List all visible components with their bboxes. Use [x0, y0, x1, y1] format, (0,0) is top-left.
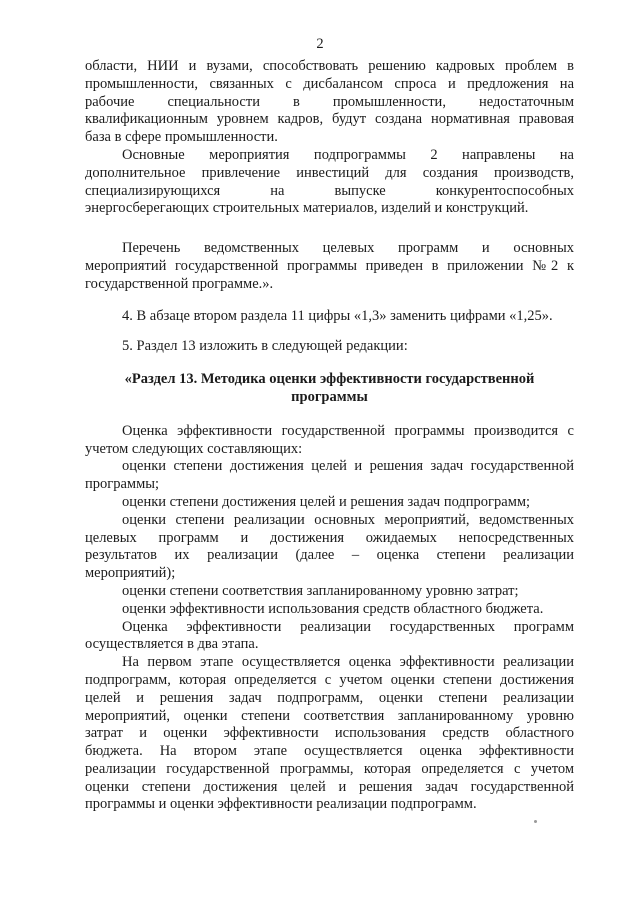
text-line: осуществляется в два этапа.: [85, 636, 259, 653]
paragraph: [85, 458, 574, 494]
text-line: база в сфере промышленности.: [85, 129, 278, 146]
text-line: 4. В абзаце втором раздела 11 цифры «1,3» заменить цифрами «1,25».: [122, 307, 553, 324]
text-line: учетом следующих составляющих:: [85, 440, 303, 457]
text-line: «Раздел 13. Методика оценки эффективности государственной: [124, 371, 535, 388]
text-line: Оценка эффективности реализации государственных программ: [122, 618, 574, 635]
text-line: Перечень ведомственных целевых программ и основных: [122, 240, 574, 257]
text-line: программы и оценки эффективности реализации подпрограмм.: [85, 796, 477, 813]
text-line: целевых программ и достижения ожидаемых непосредственных: [85, 529, 574, 546]
text-line: квалификационным уровнем кадров, будут создана нормативная правовая: [85, 111, 574, 128]
paragraph: [85, 654, 574, 814]
text-line: Основные мероприятия подпрограммы 2 направлены на: [122, 146, 574, 163]
text-line: энергосберегающих строительных материалов, изделий и конструкций.: [85, 200, 529, 217]
text-line: специализирующихся на выпуске конкурентоспособных: [85, 182, 574, 199]
section-heading: [85, 371, 574, 407]
paragraph: [85, 58, 574, 147]
text-line: 5. Раздел 13 изложить в следующей редакции:: [122, 338, 408, 355]
paragraph: [85, 240, 574, 293]
text-line: программы: [291, 388, 368, 405]
text-line: оценки степени достижения целей и решения задач государственной: [85, 778, 574, 795]
text-line: реализации государственной программы, которая определяется с учетом: [85, 760, 574, 777]
text-line: На первом этапе осуществляется оценка эффективности реализации: [122, 654, 574, 671]
text-line: области, НИИ и вузами, способствовать решению кадровых проблем в: [85, 58, 574, 74]
text-line: затрат и оценки эффективности использования средств областного: [85, 725, 574, 742]
text-line: мероприятий);: [85, 565, 176, 582]
text-line: бюджета. На втором этапе осуществляется оценка эффективности: [85, 743, 574, 760]
text-line: государственной программе.».: [85, 275, 274, 292]
paragraph: [85, 494, 574, 512]
text-line: целей и решения задач подпрограмм, оценки степени реализации: [85, 689, 574, 706]
text-line: мероприятий, оценки степени соответствия запланированному уровню: [85, 707, 574, 724]
text-line: Оценка эффективности государственной программы производится с: [122, 422, 574, 439]
text-line: промышленности, связанных с дисбалансом спроса и предложения на: [85, 75, 574, 92]
text-line: мероприятий государственной программы приведен в приложении №2 к: [85, 257, 574, 274]
page-number: 2: [316, 36, 324, 52]
text-line: рабочие специальности в промышленности, недостаточным: [85, 93, 574, 110]
scan-speck: [534, 820, 537, 823]
document-text-body: [85, 58, 574, 814]
text-line: результатов их реализации (далее – оценка степени реализации: [85, 547, 574, 564]
text-line: дополнительное привлечение инвестиций для создания производств,: [85, 164, 574, 181]
paragraph: [85, 512, 574, 583]
paragraph: [85, 423, 574, 459]
paragraph: [85, 308, 574, 326]
text-line: программы;: [85, 476, 160, 493]
paragraph: [85, 583, 574, 601]
text-line: оценки эффективности использования средств областного бюджета.: [122, 600, 544, 617]
text-line: подпрограмм, которая определяется с учетом оценки степени достижения: [85, 671, 574, 688]
paragraph: [85, 338, 574, 356]
paragraph: [85, 147, 574, 218]
text-line: оценки степени соответствия запланированному уровню затрат;: [122, 582, 519, 599]
text-line: оценки степени достижения целей и решения задач государственной: [122, 458, 574, 475]
text-line: оценки степени достижения целей и решения задач подпрограмм;: [122, 493, 531, 510]
text-line: оценки степени реализации основных мероприятий, ведомственных: [122, 511, 574, 528]
paragraph: [85, 619, 574, 655]
paragraph: [85, 601, 574, 619]
